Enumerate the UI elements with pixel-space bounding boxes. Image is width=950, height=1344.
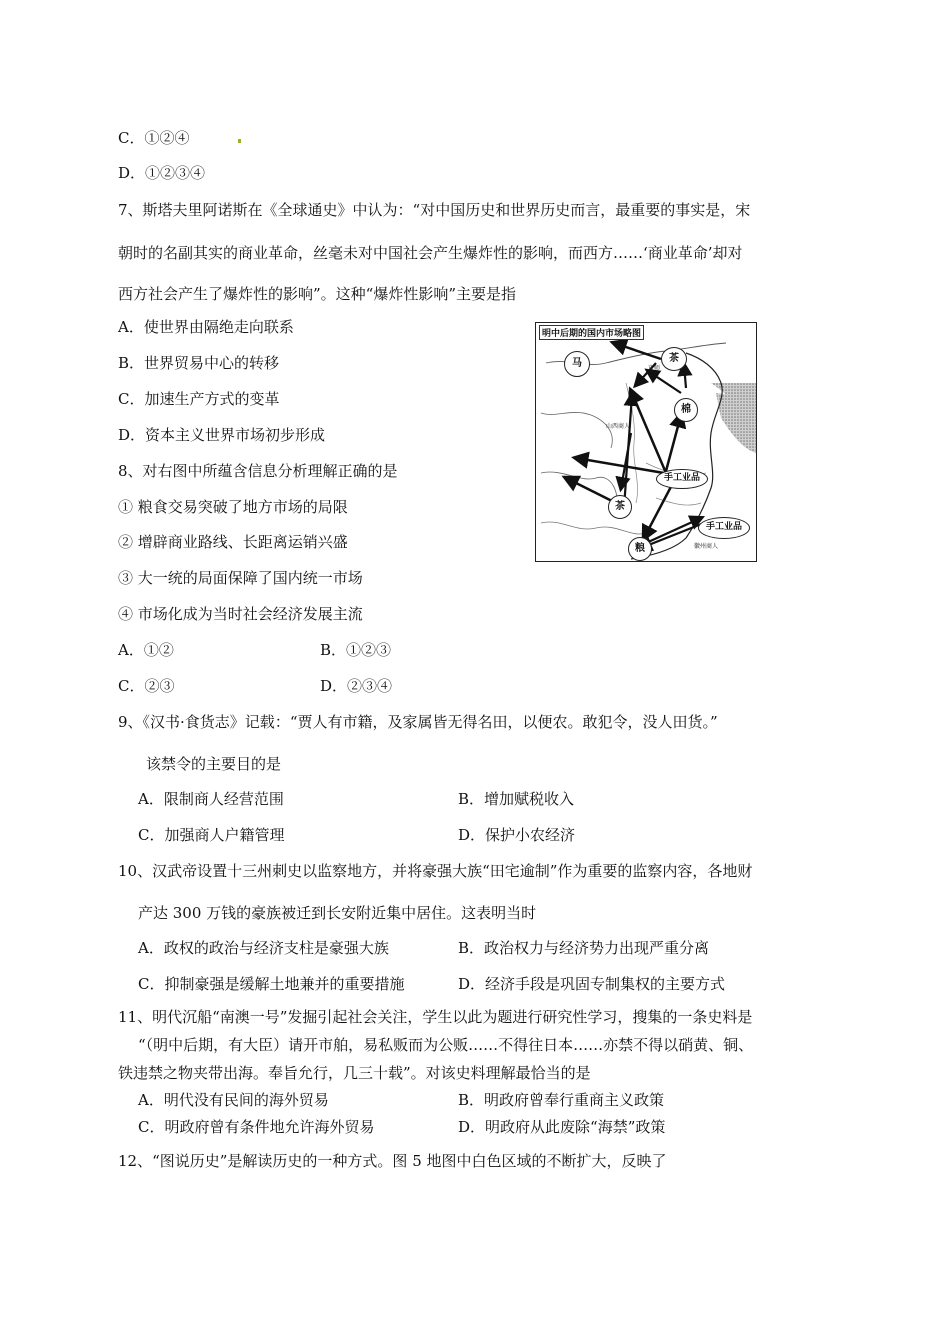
node-tea-south: 茶 — [608, 495, 632, 519]
node-handicraft-southeast: 手工业品 — [698, 517, 750, 539]
q10-option-b: B．政治权力与经济势力出现严重分离 — [458, 939, 710, 957]
node-handicraft-center: 手工业品 — [656, 469, 708, 489]
market-map-figure — [535, 322, 757, 562]
q7-option-d: D．资本主义世界市场初步形成 — [118, 426, 326, 444]
node-grain: 粮 — [628, 537, 652, 561]
map-label-shanxi-merchants: 山西商人 — [606, 423, 631, 430]
q11-option-a: A．明代没有民间的海外贸易 — [138, 1091, 329, 1109]
q6-option-d: D．①②③④ — [118, 164, 206, 182]
q7-option-c: C．加速生产方式的变革 — [118, 390, 280, 408]
q10-option-d: D．经济手段是巩固专制集权的主要方式 — [458, 975, 726, 993]
q8-statement-2: ② 增辟商业路线、长距离运销兴盛 — [118, 533, 348, 551]
q11-option-d: D．明政府从此废除“海禁”政策 — [458, 1118, 666, 1136]
q6-option-c: C．①②④ — [118, 129, 190, 147]
q9-stem-line2: 该禁令的主要目的是 — [146, 755, 282, 773]
q10-option-a: A．政权的政治与经济支柱是豪强大族 — [138, 939, 389, 957]
q8-option-c: C．②③ — [118, 677, 175, 695]
q9-option-d: D．保护小农经济 — [458, 826, 576, 844]
node-horse: 马 — [564, 351, 590, 377]
q11-stem-line3: 铁违禁之物夹带出海。奉旨允行，几三十载”。对该史料理解最恰当的是 — [118, 1064, 591, 1082]
q7-option-a: A．使世界由隔绝走向联系 — [118, 318, 294, 336]
q10-stem-line2: 产达 300 万钱的豪族被迁到长安附近集中居住。这表明当时 — [138, 904, 537, 922]
map-label-huizhou-merchants: 徽州商人 — [694, 543, 719, 550]
q9-option-a: A．限制商人经营范围 — [138, 790, 284, 808]
node-cotton: 棉 — [674, 398, 698, 422]
q11-stem-line1: 11、明代沉船“南澳一号”发掘引起社会关注，学生以此为题进行研究性学习，搜集的一条史料是 — [118, 1008, 753, 1026]
map-label-jingshi: 京师 — [648, 365, 661, 372]
q9-option-c: C．加强商人户籍管理 — [138, 826, 285, 844]
q9-option-b: B．增加赋税收入 — [458, 790, 575, 808]
q7-stem-line1: 7、斯塔夫里阿诺斯在《全球通史》中认为：“对中国历史和世界历史而言，最重要的事实是，宋 — [118, 201, 751, 219]
q8-option-b: B．①②③ — [320, 641, 392, 659]
stray-mark — [238, 139, 241, 143]
q11-option-b: B．明政府曾奉行重商主义政策 — [458, 1091, 665, 1109]
q8-option-a: A．①② — [118, 641, 174, 659]
q8-statement-3: ③ 大一统的局面保障了国内统一市场 — [118, 569, 363, 587]
q10-option-c: C．抑制豪强是缓解土地兼并的重要措施 — [138, 975, 405, 993]
q8-statement-4: ④ 市场化成为当时社会经济发展主流 — [118, 605, 363, 623]
q7-option-b: B．世界贸易中心的转移 — [118, 354, 280, 372]
q11-stem-line2: “（明中后期，有大臣）请开市舶，易私贩而为公贩……不得往日本……亦禁不得以硝黄、铜、 — [138, 1036, 754, 1054]
q12-stem-line1: 12、“图说历史”是解读历史的一种方式。图 5 地图中白色区域的不断扩大，反映了 — [118, 1152, 667, 1170]
q7-stem-line3: 西方社会产生了爆炸性的影响”。这种“爆炸性影响”主要是指 — [118, 285, 517, 303]
q7-stem-line2: 朝时的名副其实的商业革命，丝毫未对中国社会产生爆炸性的影响，而西方……‘商业革命’却对 — [118, 244, 743, 262]
map-title: 明中后期的国内市场略图 — [539, 325, 644, 340]
q10-stem-line1: 10、汉武帝设置十三州刺史以监察地方，并将豪强大族“田宅逾制”作为重要的监察内容，各地财 — [118, 862, 753, 880]
q8-option-d: D．②③④ — [320, 677, 393, 695]
q9-stem-line1: 9、《汉书·食货志》记载：“贾人有市籍，及家属皆无得名田，以便农。敢犯令，没人田货。” — [118, 713, 718, 731]
node-tea-north: 茶 — [661, 347, 687, 371]
q8-statement-1: ① 粮食交易突破了地方市场的局限 — [118, 498, 348, 516]
q8-stem: 8、对右图中所蕴含信息分析理解正确的是 — [118, 462, 398, 480]
q11-option-c: C．明政府曾有条件地允许海外贸易 — [138, 1118, 375, 1136]
